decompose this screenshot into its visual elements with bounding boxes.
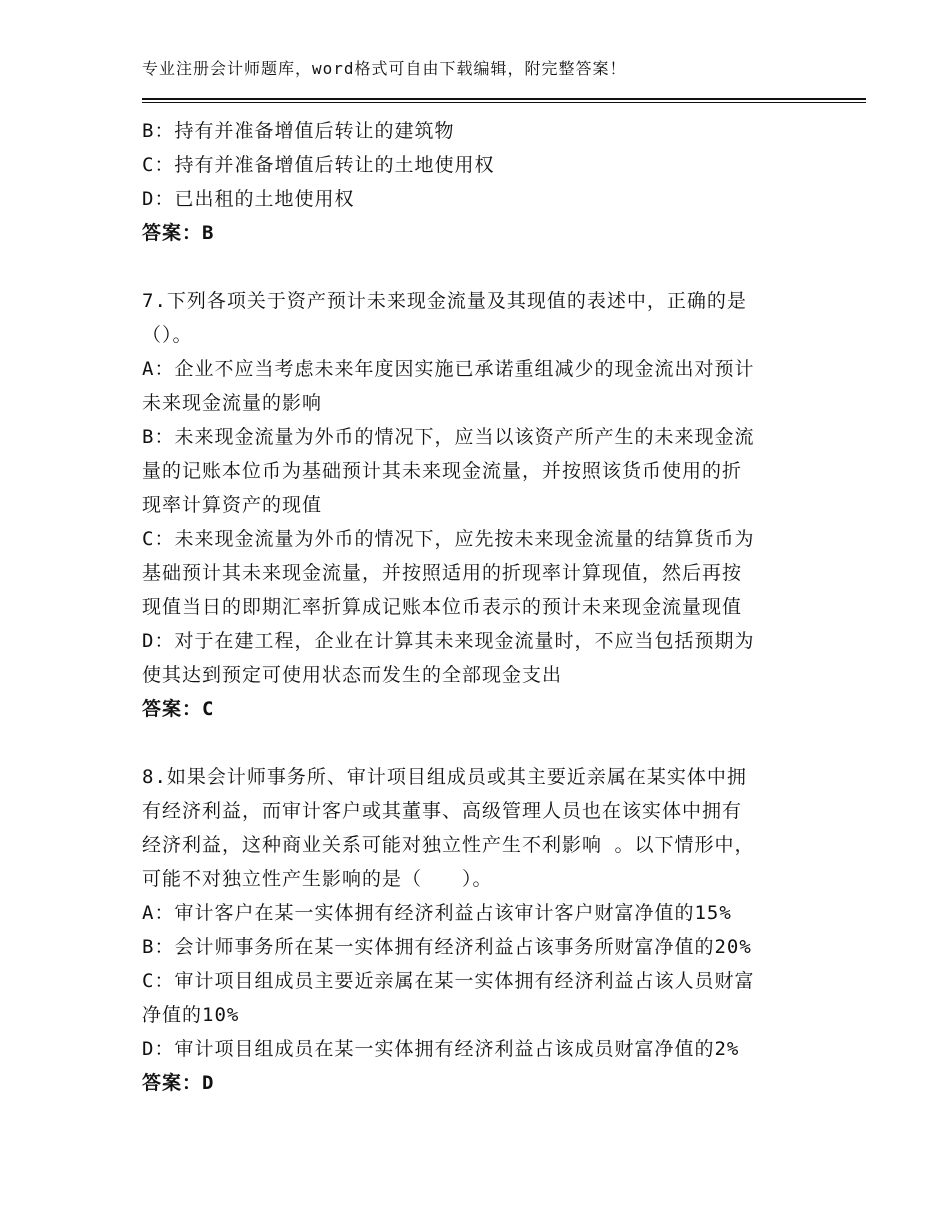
question-8-line: 8.如果会计师事务所、审计项目组成员或其主要近亲属在某实体中拥 (142, 766, 747, 788)
spacer (142, 250, 822, 284)
question-8-line: 经济利益，这种商业关系可能对独立性产生不利影响 。以下情形中， (142, 834, 755, 856)
question-8-line: B：会计师事务所在某一实体拥有经济利益占该事务所财富净值的20% (142, 936, 752, 958)
question-7-line: D：对于在建工程，企业在计算其未来现金流量时，不应当包括预期为 (142, 630, 755, 652)
document-body (142, 114, 822, 1100)
question-7-line: 现值当日的即期汇率折算成记账本位币表示的预计未来现金流量现值 (142, 596, 743, 618)
question-7-line: C：未来现金流量为外币的情况下，应先按未来现金流量的结算货币为 (142, 528, 755, 550)
question-7-line: （）。 (142, 324, 193, 346)
header-rule-thick (142, 98, 866, 100)
question-7-line: 未来现金流量的影响 (142, 392, 323, 414)
question-7-line: B：未来现金流量为外币的情况下，应当以该资产所产生的未来现金流 (142, 426, 755, 448)
header-rule-thin (142, 102, 866, 103)
page-header: 专业注册会计师题库，word格式可自由下载编辑，附完整答案！ (142, 59, 627, 78)
question-8-line: 可能不对独立性产生影响的是（ ）。 (142, 868, 493, 890)
question-8-line: C：审计项目组成员主要近亲属在某一实体拥有经济利益占该人员财富 (142, 970, 755, 992)
question-7-line: 7.下列各项关于资产预计未来现金流量及其现值的表述中，正确的是 (142, 290, 747, 312)
question-7-line: 现率计算资产的现值 (142, 494, 323, 516)
answer-line: 答案：B (142, 222, 215, 244)
question-8-line: 净值的10% (142, 1004, 240, 1026)
option-line: C：持有并准备增值后转让的土地使用权 (142, 154, 495, 176)
question-7-line: 使其达到预定可使用状态而发生的全部现金支出 (142, 664, 563, 686)
option-line: D：已出租的土地使用权 (142, 188, 355, 210)
option-line: B：持有并准备增值后转让的建筑物 (142, 120, 455, 142)
question-8-line: A：审计客户在某一实体拥有经济利益占该审计客户财富净值的15% (142, 902, 732, 924)
spacer (142, 726, 822, 760)
question-7-line: 基础预计其未来现金流量，并按照适用的折现率计算现值，然后再按 (142, 562, 743, 584)
question-7-line: A：企业不应当考虑未来年度因实施已承诺重组减少的现金流出对预计 (142, 358, 755, 380)
question-7-line: 量的记账本位币为基础预计其未来现金流量，并按照该货币使用的折 (142, 460, 743, 482)
question-8-line: 有经济利益，而审计客户或其董事、高级管理人员也在该实体中拥有 (142, 800, 743, 822)
question-8-line: D：审计项目组成员在某一实体拥有经济利益占该成员财富净值的2% (142, 1038, 740, 1060)
answer-line: 答案：D (142, 1072, 215, 1094)
answer-line: 答案：C (142, 698, 215, 720)
